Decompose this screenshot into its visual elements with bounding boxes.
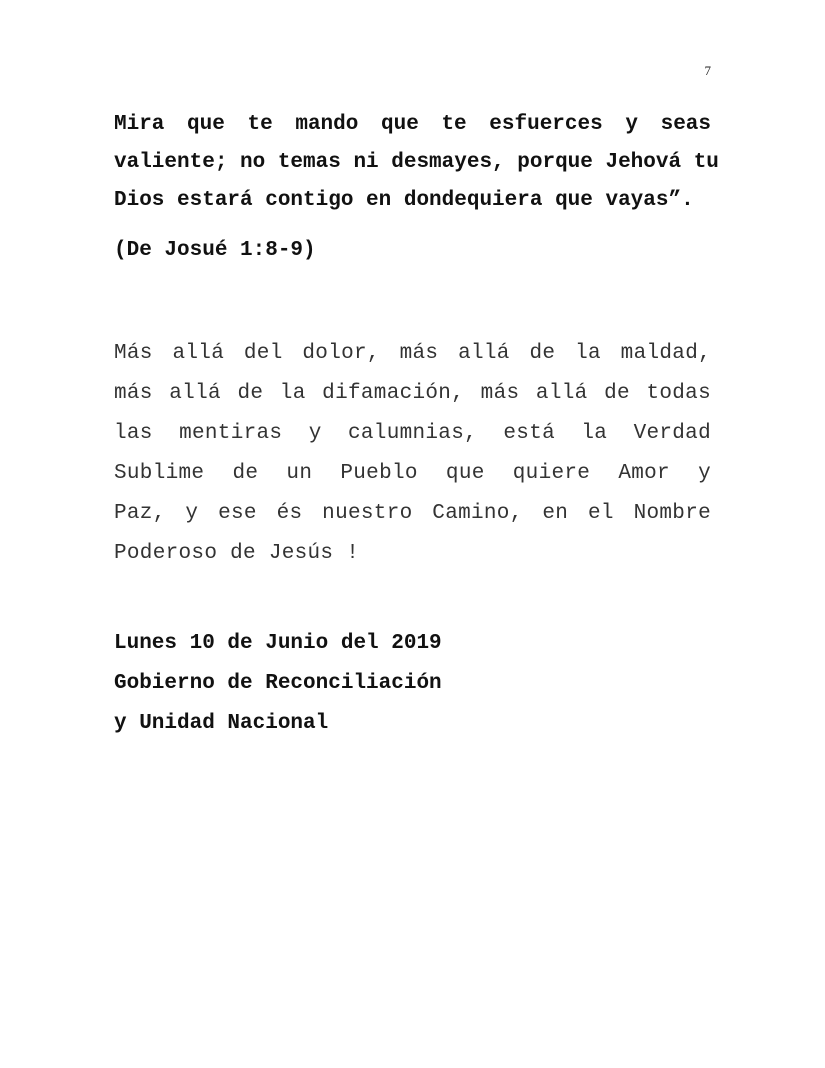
quote-citation: (De Josué 1:8-9)	[114, 239, 316, 262]
document-body	[114, 106, 719, 744]
body-line: Sublime de un Pueblo que quiere Amor y	[114, 462, 711, 485]
signature-government-cont: y Unidad Nacional	[114, 712, 329, 735]
body-line: Poderoso de Jesús !	[114, 542, 360, 565]
quote-line: valiente; no temas ni desmayes, porque Jehová tu	[114, 151, 719, 174]
bible-quote	[114, 106, 719, 220]
page-number: 7	[704, 63, 711, 78]
quote-line: Dios estará contigo en dondequiera que vayas”.	[114, 189, 694, 212]
signature-government: Gobierno de Reconciliación	[114, 672, 442, 695]
body-paragraph	[114, 334, 711, 574]
signature-date: Lunes 10 de Junio del 2019	[114, 632, 442, 655]
body-line: las mentiras y calumnias, está la Verdad	[114, 422, 711, 445]
body-line: Más allá del dolor, más allá de la maldad,	[114, 342, 711, 365]
signature-block	[114, 624, 711, 744]
body-line: más allá de la difamación, más allá de todas	[114, 382, 711, 405]
quote-line: Mira que te mando que te esfuerces y seas	[114, 113, 711, 136]
body-line: Paz, y ese és nuestro Camino, en el Nombre	[114, 502, 711, 525]
